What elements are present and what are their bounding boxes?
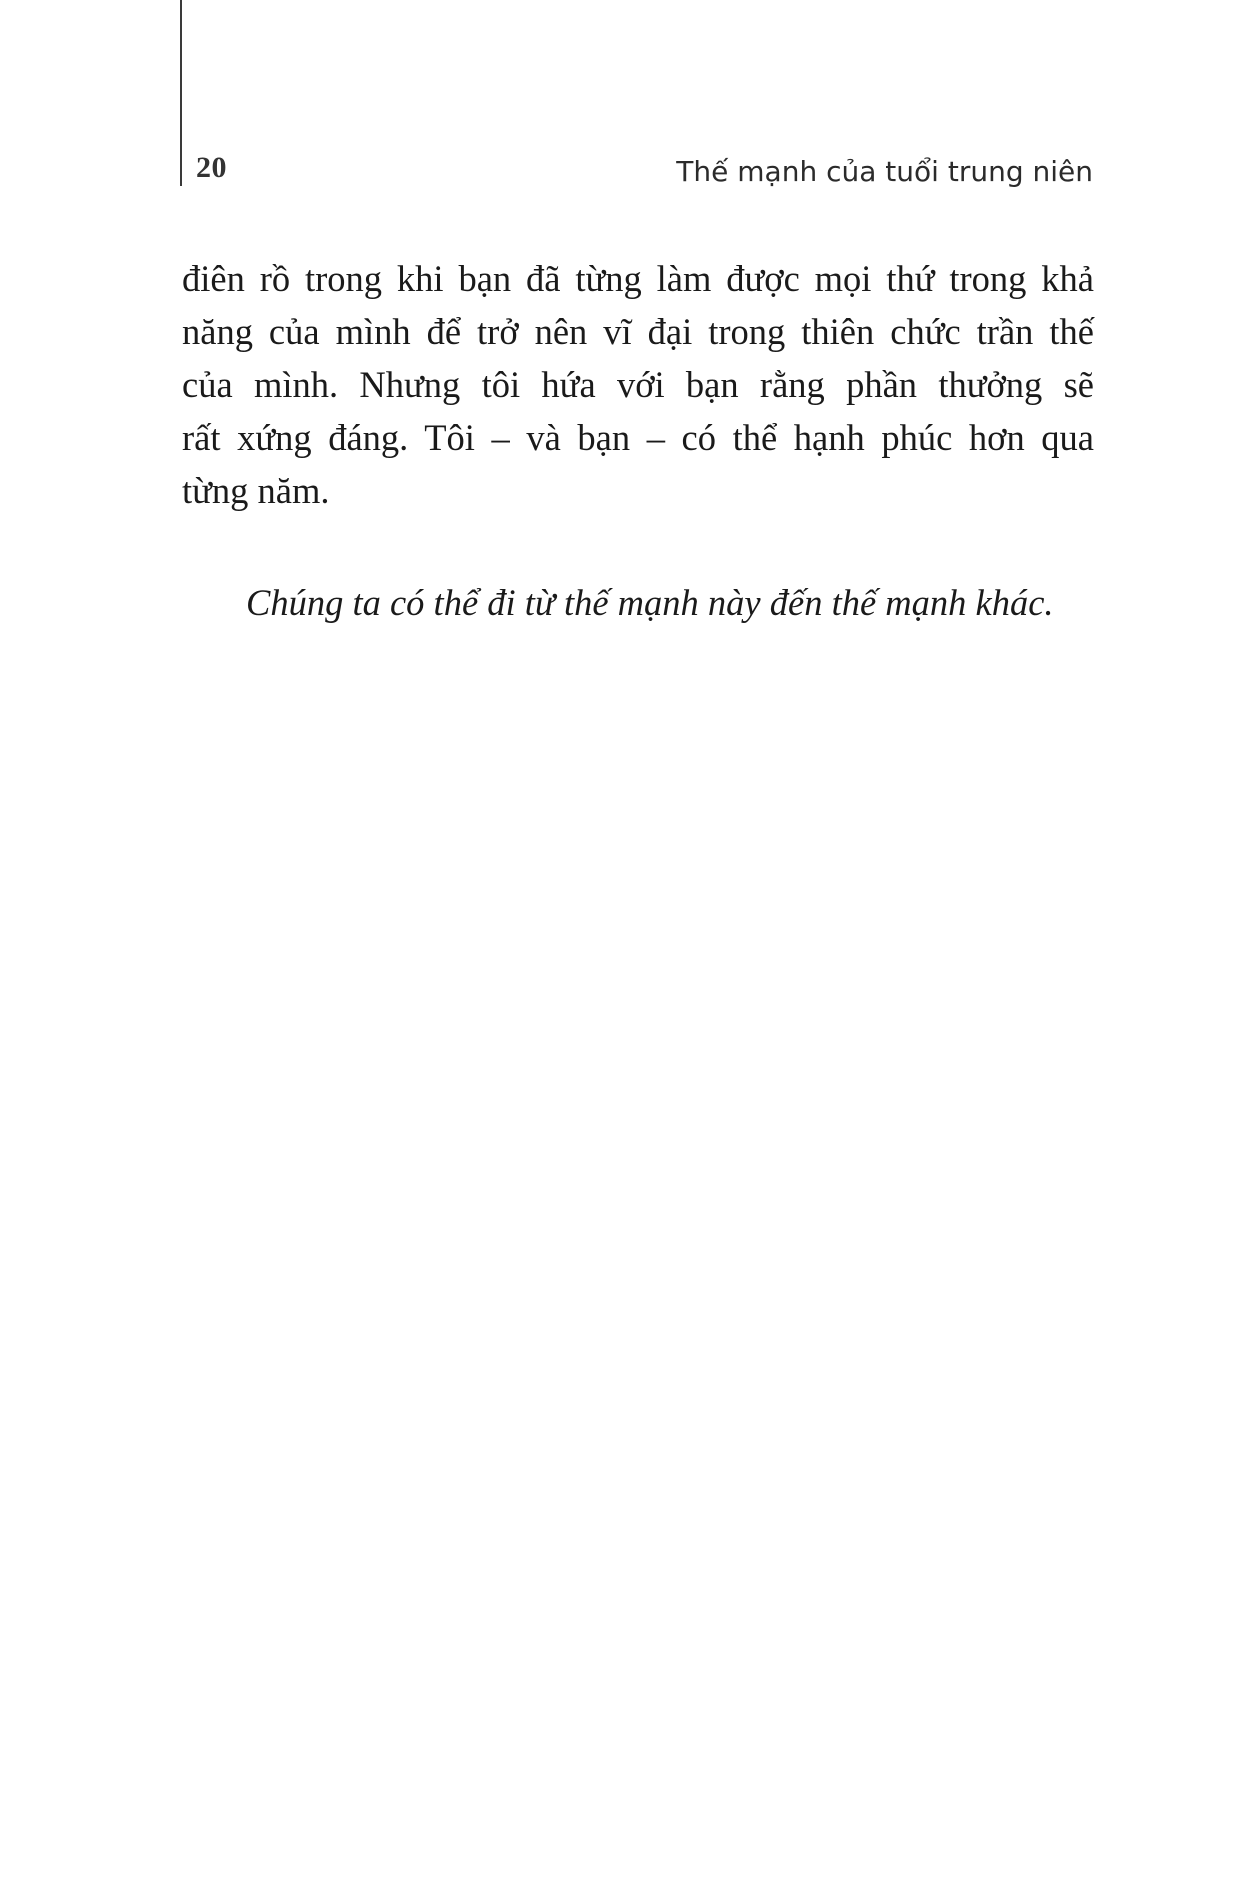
- body-paragraph: [182, 252, 1094, 517]
- body-line: điên rồ trong khi bạn đã từng làm được mọi thứ trong khả: [182, 258, 1094, 299]
- page-number: 20: [196, 151, 227, 184]
- body-line: năng của mình để trở nên vĩ đại trong thiên chức trần thế: [182, 311, 1094, 352]
- margin-rule: [180, 0, 182, 186]
- italic-quote: Chúng ta có thể đi từ thế mạnh này đến thế mạnh khác.: [246, 582, 1054, 623]
- body-line: từng năm.: [182, 470, 330, 511]
- running-title: Thế mạnh của tuổi trung niên: [676, 155, 1093, 188]
- body-line: của mình. Nhưng tôi hứa với bạn rằng phần thưởng sẽ: [182, 364, 1094, 405]
- body-line: rất xứng đáng. Tôi – và bạn – có thể hạnh phúc hơn qua: [182, 417, 1094, 458]
